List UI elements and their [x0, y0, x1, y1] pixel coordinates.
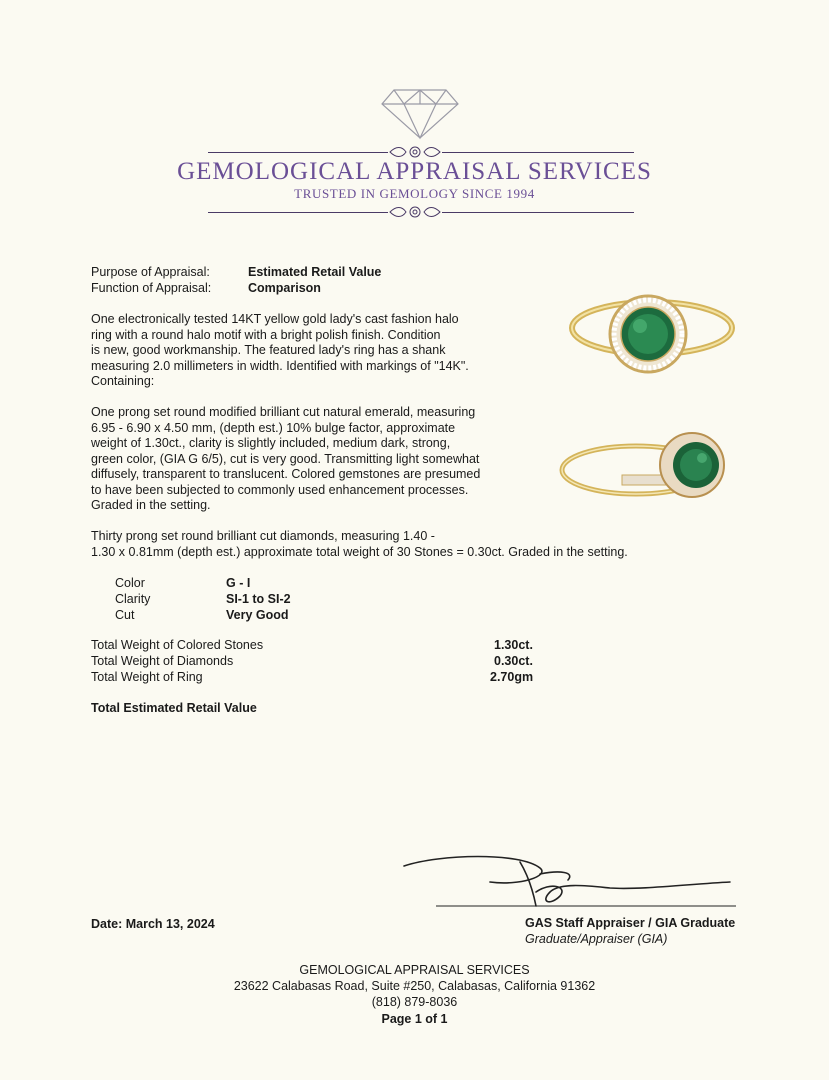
total-diamonds-label: Total Weight of Diamonds [91, 654, 234, 668]
description-line: measuring 2.0 millimeters in width. Identified with markings of "14K". [91, 358, 469, 373]
total-colored-value: 1.30ct. [494, 638, 533, 652]
appraiser-subtitle: Graduate/Appraiser (GIA) [525, 932, 668, 946]
total-diamonds-value: 0.30ct. [494, 654, 533, 668]
signature-image [400, 852, 740, 914]
footer-phone: (818) 879-8036 [371, 995, 458, 1009]
diamonds-line: Thirty prong set round brilliant cut diamonds, measuring 1.40 - [91, 529, 435, 543]
emerald-line: Graded in the setting. [91, 498, 211, 512]
clarity-value: SI-1 to SI-2 [226, 592, 291, 606]
cut-label: Cut [115, 608, 135, 622]
ring-side-view-image [556, 425, 726, 505]
ring-top-view-image [560, 282, 740, 382]
emerald-line: to have been subjected to commonly used enhancement processes. [91, 482, 469, 497]
description-line: One electronically tested 14KT yellow gold lady's cast fashion halo [91, 312, 459, 326]
footer-address: 23622 Calabasas Road, Suite #250, Calabasas, California 91362 [233, 979, 596, 993]
company-tagline: TRUSTED IN GEMOLOGY SINCE 1994 [294, 186, 535, 201]
ring-description [91, 312, 469, 390]
emerald-description [91, 405, 480, 514]
total-ring-value: 2.70gm [490, 670, 534, 684]
emerald-line: 6.95 - 6.90 x 4.50 mm, (depth est.) 10% bulge factor, approximate [91, 420, 456, 435]
function-value: Comparison [248, 281, 321, 295]
retail-value-label: Total Estimated Retail Value [91, 701, 257, 715]
emerald-line: green color, (GIA G 6/5), cut is very good. Transmitting light somewhat [91, 451, 480, 466]
diamonds-line: 1.30 x 0.81mm (depth est.) approximate total weight of 30 Stones = 0.30ct. Graded in the setting. [91, 544, 628, 559]
diamonds-description [91, 529, 628, 560]
description-line: Containing: [91, 374, 155, 388]
color-value: G - I [226, 576, 251, 590]
footer-company: GEMOLOGICAL APPRAISAL SERVICES [299, 963, 530, 977]
clarity-label: Clarity [115, 592, 151, 606]
appraisal-date: Date: March 13, 2024 [91, 917, 215, 931]
total-colored-label: Total Weight of Colored Stones [91, 638, 264, 652]
diamond-logo-icon [380, 88, 460, 140]
emerald-line: One prong set round modified brilliant cut natural emerald, measuring [91, 405, 476, 419]
cut-value: Very Good [226, 608, 289, 622]
function-label: Function of Appraisal: [91, 281, 212, 295]
page-number: Page 1 of 1 [381, 1012, 448, 1026]
description-line: is new, good workmanship. The featured lady's ring has a shank [91, 343, 446, 357]
ornament-bottom-icon [388, 204, 442, 220]
emerald-line: diffusely, transparent to translucent. Colored gemstones are presumed [91, 467, 481, 481]
purpose-value: Estimated Retail Value [248, 265, 382, 279]
company-name: GEMOLOGICAL APPRAISAL SERVICES [177, 158, 652, 185]
color-label: Color [115, 576, 145, 590]
appraiser-title: GAS Staff Appraiser / GIA Graduate [525, 916, 736, 930]
emerald-line: weight of 1.30ct., clarity is slightly included, medium dark, strong, [91, 436, 451, 450]
total-ring-label: Total Weight of Ring [91, 670, 203, 684]
purpose-label: Purpose of Appraisal: [91, 265, 210, 279]
description-line: ring with a round halo motif with a bright polish finish. Condition [91, 327, 441, 342]
